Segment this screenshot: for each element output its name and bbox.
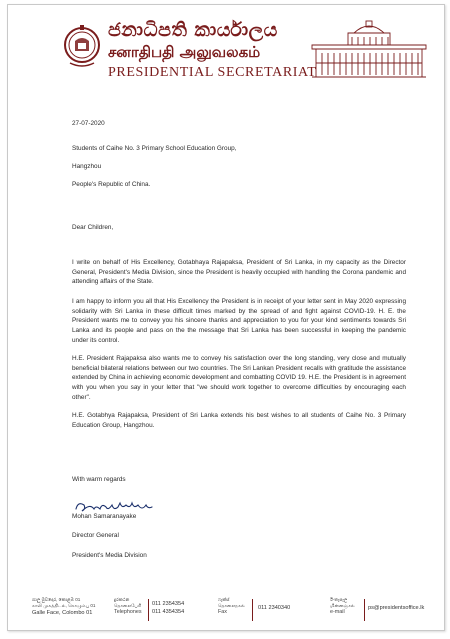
sri-lanka-emblem-icon: [62, 23, 102, 69]
recipient-line: Students of Caihe No. 3 Primary School Education Group,: [72, 145, 237, 152]
salutation: Dear Children,: [72, 224, 114, 231]
footer-email-label: ඊ-තැපෑල மின்னஞ்சல் e-mail: [330, 597, 355, 615]
footer-divider: [252, 599, 253, 621]
signatory-division: President's Media Division: [72, 552, 147, 559]
closing: With warm regards: [72, 476, 126, 483]
presidential-secretariat-building-icon: [308, 19, 430, 81]
title-sinhala: ජනාධිපති කාර්යාලය: [108, 19, 278, 41]
signatory-title: Director General: [72, 532, 119, 539]
paragraph: H.E. Gotabhya Rajapaksa, President of Sri Lanka extends his best wishes to all students of Caihe No. 3 Primary Education Group, Hangzhou.: [72, 412, 406, 429]
recipient-line: People's Republic of China.: [72, 181, 151, 188]
letter-date: 27-07-2020: [72, 120, 105, 127]
paragraph: I write on behalf of His Excellency, Gotabhaya Rajapaksa, President of Sri Lanka, in my capacity as the Director General, President's Media Division, since the President is heavily occupied with handling the Corona pandemic and attending affairs of the State.: [72, 259, 406, 286]
footer-fax-number: 011 2340340: [258, 605, 291, 611]
footer-address: ගාලු මුවදොර, කොළඹ 01 காலி முகத்திடல், கொழும்பு 01 Galle Face, Colombo 01: [32, 597, 96, 616]
footer-email: ps@presidentsoffice.lk: [368, 605, 425, 611]
signatory-name: Mohan Samaranayake: [72, 513, 137, 520]
letter-page: [7, 4, 445, 631]
title-tamil: சனாதிபதி அலுவலகம்: [108, 43, 261, 61]
recipient-line: Hangzhou: [72, 163, 102, 170]
letter-footer: [8, 597, 444, 627]
footer-fax-label: ෆැක්ස් தொலைநகல் Fax: [218, 597, 245, 615]
footer-telephone-numbers: 011 2354354 011 4354354: [152, 601, 185, 615]
paragraph: I am happy to inform you all that His Excellency the President is in receipt of your letter sent in May 2020 expressing solidarity with Sri Lanka in these difficult times marked by the spread of and fight against COVID-19. H. E. the President wants me to convey you his sincere thanks and appreciation to you for your kind sentiments towards Sri Lanka and its people and pass on the the message that Sri Lanka has been successful in keeping the pandemic under its control.: [72, 298, 406, 344]
paragraph: H.E. President Rajapaksa also wants me to convey his satisfaction over the long standing, very close and mutually beneficial bilateral relations between our two countries. The Sri Lankan President recalls with gratitude the assistance extended by China in achieving economic development and combatting COVID 19. H.E. the President is in agreement with you when you say in your letter that "we should work together to overcome difficulties by encouraging each other".: [72, 355, 406, 401]
footer-divider: [364, 599, 365, 621]
title-english: PRESIDENTIAL SECRETARIAT: [108, 65, 317, 80]
footer-telephone-label: දුරකථන தொலைபேசி Telephones: [114, 597, 142, 615]
footer-divider: [148, 599, 149, 621]
letterhead: [8, 5, 444, 105]
